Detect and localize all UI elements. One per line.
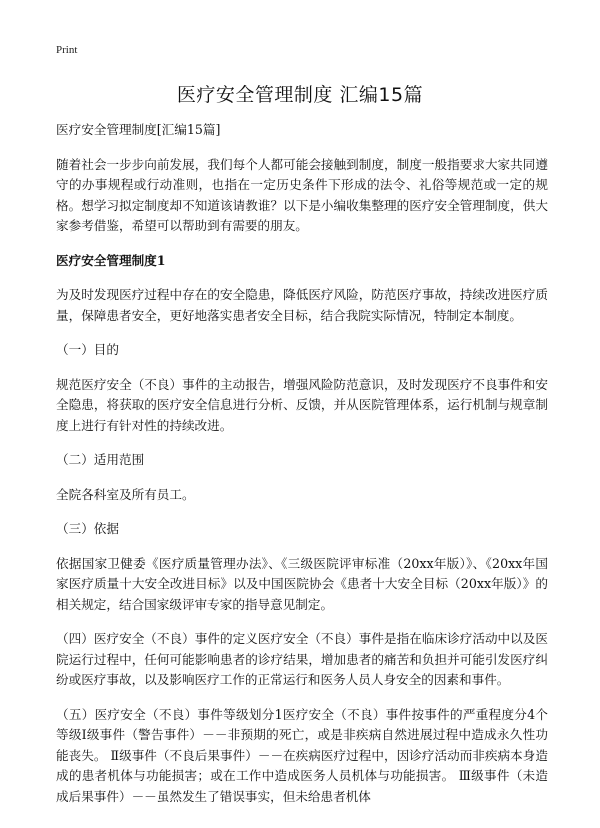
item-text-purpose: 规范医疗安全（不良）事件的主动报告，增强风险防范意识，及时发现医疗不良事件和安全隐患，将获取的医疗安全信息进行分析、反馈，并从医院管理体系，运行机制与规章制度上进行有针对性的持续改进。: [56, 376, 548, 433]
page-title: 医疗安全管理制度 汇编15篇: [176, 84, 424, 106]
section-paragraph: 为及时发现医疗过程中存在的安全隐患，降低医疗风险，防范医疗事故，持续改进医疗质量，保障患者安全，更好地落实患者安全目标，结合我院实际情况，特制定本制度。: [56, 287, 548, 323]
item-text-definition: （四）医疗安全（不良）事件的定义医疗安全（不良）事件是指在临床诊疗活动中以及医院运行过程中，任何可能影响患者的诊疗结果，增加患者的痛苦和负担并可能引发医疗纠纷或医疗事故，以及影响医疗工作的正常运行和医务人员人身安全的因素和事件。: [56, 631, 548, 687]
item-heading-basis: （三）依据: [56, 521, 119, 536]
item-heading-purpose: （一）目的: [56, 342, 119, 357]
section-heading: 医疗安全管理制度1: [56, 252, 166, 268]
print-label: Print: [56, 44, 78, 56]
document-body: [56, 120, 548, 821]
item-text-scope: 全院各科室及所有员工。: [56, 486, 195, 502]
item-heading-scope: （二）适用范围: [56, 452, 145, 467]
intro-paragraph: 随着社会一步步向前发展，我们每个人都可能会接触到制度，制度一般指要求大家共同遵守的办事规程或行动准则，也指在一定历史条件下形成的法令、礼俗等规范或一定的规格。想学习拟定制度却不知道该请教谁？以下是小编收集整理的医疗安全管理制度，供大家参考借鉴，希望可以帮助到有需要的朋友。: [56, 156, 548, 233]
document-subtitle: 医疗安全管理制度[汇编15篇]: [56, 122, 221, 137]
item-text-basis: 依据国家卫健委《医疗质量管理办法》、《三级医院评审标准（20xx年版）》、《20xx年国家医疗质量十大安全改进目标》以及中国医院协会《患者十大安全目标（20xx年版）》的相关规定，结合国家级评审专家的指导意见制定。: [56, 555, 548, 612]
item-text-levels: （五）医疗安全（不良）事件等级划分1医疗安全（不良）事件按事件的严重程度分4个等级Ⅰ级事件（警告事件）－－非预期的死亡，或是非疾病自然进展过程中造成永久性功能丧失。 Ⅱ级事件（不良后果事件）－－在疾病医疗过程中，因诊疗活动而非疾病本身造成的患者机体与功能损害；或在工作中造成医务人员机体与功能损害。 Ⅲ级事件（未造成后果事件）－－虽然发生了错误事实，但未给患者机体: [56, 706, 548, 804]
